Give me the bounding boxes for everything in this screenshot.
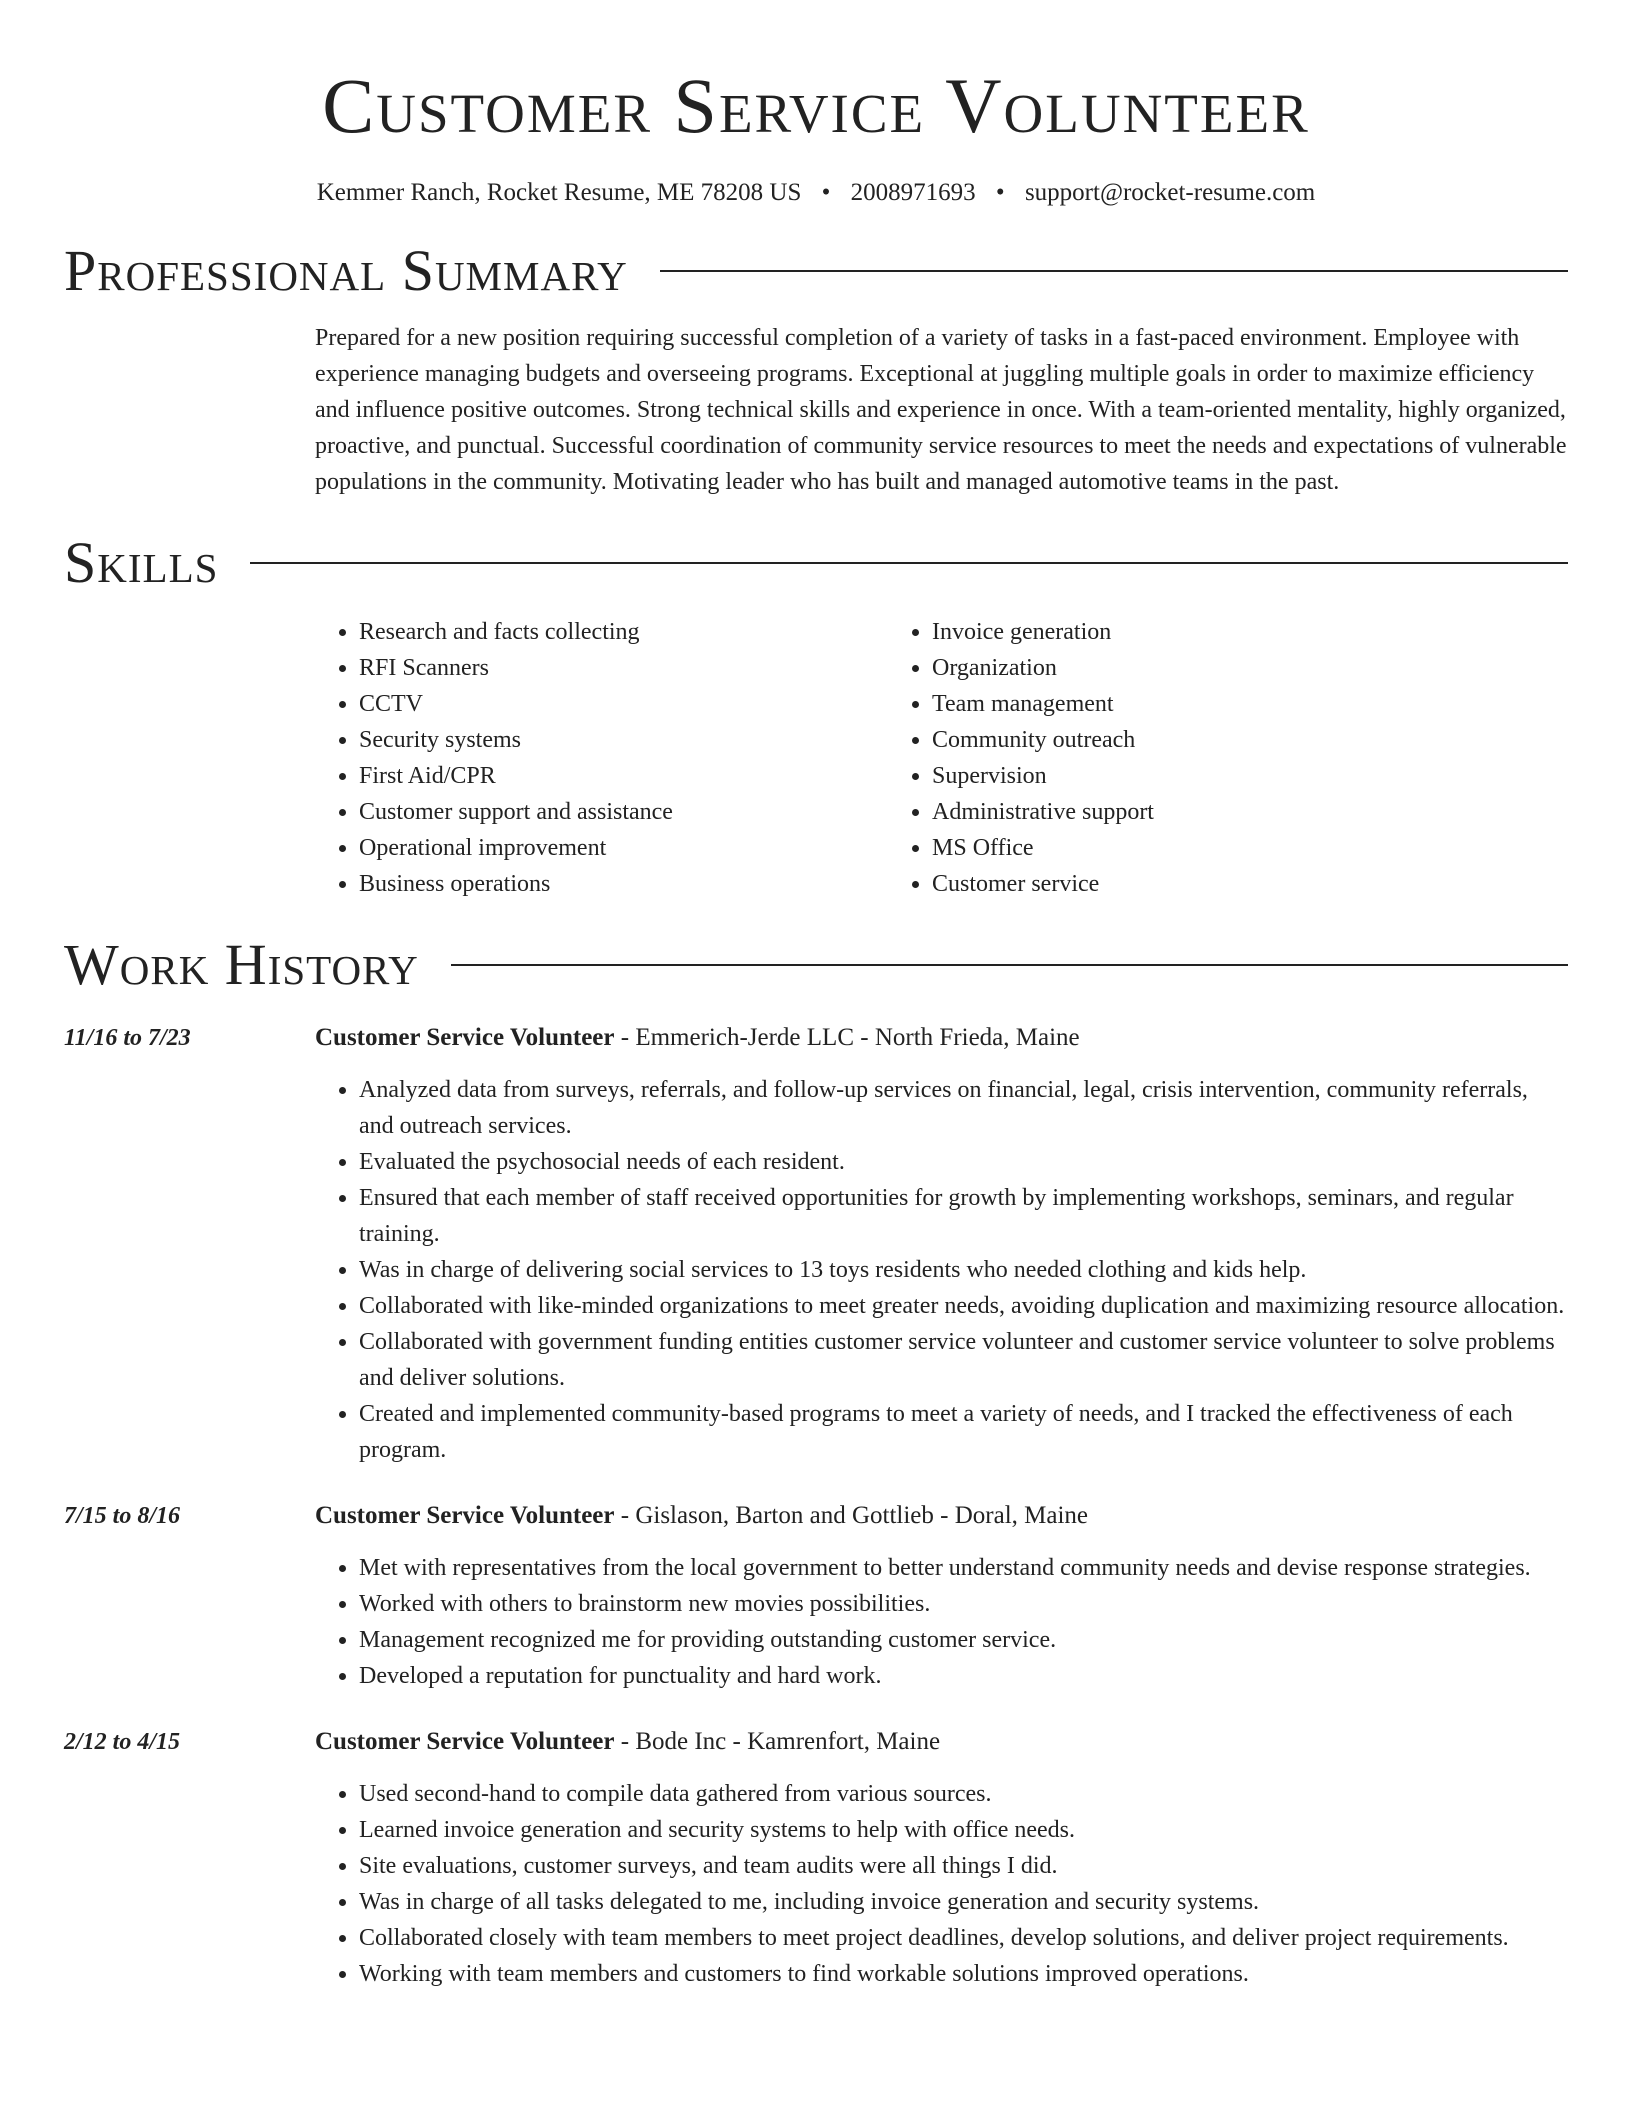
job-dates: 7/15 to 8/16 (64, 1503, 181, 1529)
summary-section-header (64, 236, 1568, 306)
section-divider (451, 964, 1568, 966)
skill-item: • CCTV (359, 686, 888, 722)
job-bullet: • Ensured that each member of staff received opportunities for growth by implementing workshops, seminars, and regular training. (359, 1180, 1568, 1252)
job-bullet: • Used second-hand to compile data gathered from various sources. (359, 1776, 1568, 1812)
job-title-line (315, 1724, 1568, 1760)
job-bullets (315, 1776, 1568, 1992)
skill-item: • Invoice generation (932, 614, 1568, 650)
skills-column-left (315, 614, 888, 902)
summary-heading: Professional Summary (64, 238, 628, 303)
job-entry (64, 1724, 1568, 1992)
job-bullets (315, 1072, 1568, 1468)
job-bullets (315, 1550, 1568, 1694)
work-section-header (64, 930, 1568, 1000)
job-bullet: • Analyzed data from surveys, referrals, and follow-up services on financial, legal, crisis intervention, community referrals, and outreach services. (359, 1072, 1568, 1144)
job-bullet: • Learned invoice generation and security systems to help with office needs. (359, 1812, 1568, 1848)
job-content (315, 1020, 1568, 1468)
work-heading: Work History (64, 932, 419, 997)
skill-item: • Organization (932, 650, 1568, 686)
contact-separator: • (995, 179, 1005, 206)
job-bullet: • Management recognized me for providing outstanding customer service. (359, 1622, 1568, 1658)
job-bullet: • Worked with others to brainstorm new movies possibilities. (359, 1586, 1568, 1622)
skills-column-right (888, 614, 1568, 902)
job-bullet: • Collaborated closely with team members to meet project deadlines, develop solutions, and deliver project requirements. (359, 1920, 1568, 1956)
skill-item: • Supervision (932, 758, 1568, 794)
skill-item: • Administrative support (932, 794, 1568, 830)
section-divider (250, 562, 1568, 564)
skill-item: • Team management (932, 686, 1568, 722)
skill-item: • Business operations (359, 866, 888, 902)
skills-heading: Skills (64, 530, 219, 595)
job-bullet: • Collaborated with like-minded organizations to meet greater needs, avoiding duplication and maximizing resource allocation. (359, 1288, 1568, 1324)
job-bullet: • Was in charge of delivering social services to 13 toys residents who needed clothing and kids help. (359, 1252, 1568, 1288)
job-title: Customer Service Volunteer (315, 1728, 615, 1755)
job-bullet: • Created and implemented community-based programs to meet a variety of needs, and I tracked the effectiveness of each program. (359, 1396, 1568, 1468)
candidate-name: Customer Service Volunteer (322, 62, 1310, 149)
contact-address: Kemmer Ranch, Rocket Resume, ME 78208 US (316, 179, 802, 206)
skill-item: • Customer support and assistance (359, 794, 888, 830)
job-bullet: • Evaluated the psychosocial needs of each resident. (359, 1144, 1568, 1180)
skills-list (315, 614, 1568, 902)
contact-line (64, 178, 1568, 208)
job-title-line (315, 1020, 1568, 1056)
contact-phone: 2008971693 (850, 179, 976, 206)
job-title-line (315, 1498, 1568, 1534)
summary-text: Prepared for a new position requiring successful completion of a variety of tasks in a fast-paced environment. Employee with experience managing budgets and overseeing programs. Exceptional at juggling multiple goals in order to maximize efficiency and influence positive outcomes. Strong technical skills and experience in once. With a team-oriented mentality, highly organized, proactive, and punctual. Successful coordination of community service resources to meet the needs and expectations of vulnerable populations in the community. Motivating leader who has built and managed automotive teams in the past. (315, 325, 1567, 495)
skill-item: • MS Office (932, 830, 1568, 866)
job-title: Customer Service Volunteer (315, 1024, 615, 1051)
contact-email: support@rocket-resume.com (1024, 179, 1316, 206)
skill-item: • Security systems (359, 722, 888, 758)
skill-item: • Customer service (932, 866, 1568, 902)
skill-item: • RFI Scanners (359, 650, 888, 686)
skills-section-header (64, 528, 1568, 598)
job-dates: 11/16 to 7/23 (64, 1025, 191, 1051)
job-employer-location: - Gislason, Barton and Gottlieb - Doral, Maine (614, 1502, 1089, 1529)
skill-item: • Research and facts collecting (359, 614, 888, 650)
job-entry (64, 1020, 1568, 1468)
skill-item: • Operational improvement (359, 830, 888, 866)
skill-item: • Community outreach (932, 722, 1568, 758)
job-bullet: • Met with representatives from the local government to better understand community needs and devise response strategies. (359, 1550, 1568, 1586)
contact-separator: • (821, 179, 831, 206)
job-employer-location: - Bode Inc - Kamrenfort, Maine (614, 1728, 941, 1755)
skill-item: • First Aid/CPR (359, 758, 888, 794)
job-bullet: • Working with team members and customers to find workable solutions improved operations. (359, 1956, 1568, 1992)
job-content (315, 1724, 1568, 1992)
job-entry (64, 1498, 1568, 1694)
job-bullet: • Collaborated with government funding entities customer service volunteer and customer service volunteer to solve problems and deliver solutions. (359, 1324, 1568, 1396)
job-content (315, 1498, 1568, 1694)
section-divider (660, 270, 1568, 272)
job-title: Customer Service Volunteer (315, 1502, 615, 1529)
job-bullet: • Site evaluations, customer surveys, and team audits were all things I did. (359, 1848, 1568, 1884)
job-employer-location: - Emmerich-Jerde LLC - North Frieda, Maine (614, 1024, 1080, 1051)
job-bullet: • Was in charge of all tasks delegated to me, including invoice generation and security systems. (359, 1884, 1568, 1920)
job-bullet: • Developed a reputation for punctuality and hard work. (359, 1658, 1568, 1694)
job-dates: 2/12 to 4/15 (64, 1729, 181, 1755)
